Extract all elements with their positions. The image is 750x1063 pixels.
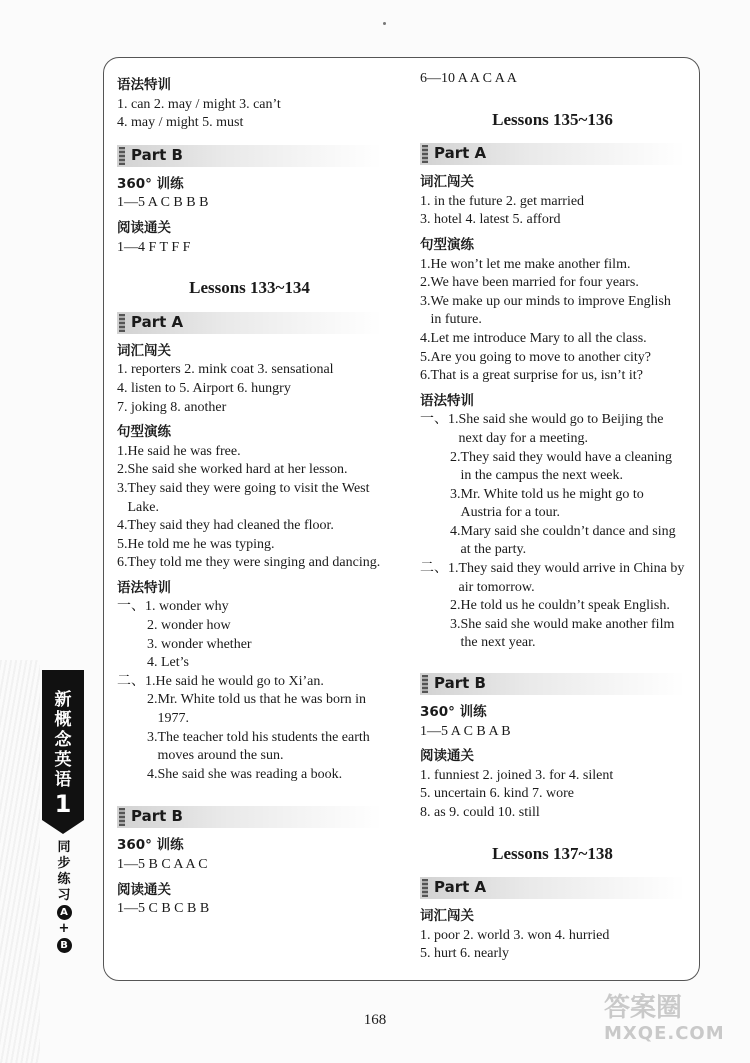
answer-line: 8. as 9. could 10. still (420, 805, 540, 820)
reading-heading: 阅读通关 (420, 748, 474, 765)
grammar-item: 二、 1. He said he would go to Xi’an. (117, 673, 324, 689)
left-column (117, 70, 382, 919)
grammar-item: 2. They said they would have a cleaning in the campus the next week. (450, 449, 672, 484)
answer-line: 4. listen to 5. Airport 6. hungry (117, 380, 291, 396)
answer-line: 3. hotel 4. latest 5. afford (420, 212, 561, 228)
answer-line: 1—5 A C B B B (117, 195, 209, 211)
answer-line: 7. joking 8. another (117, 399, 227, 415)
grammar-item: 2. He told us he couldn’t speak English. (450, 598, 670, 614)
sentence-item: 5. He told me he was typing. (117, 536, 275, 552)
right-column (420, 70, 685, 964)
page-number: 168 (363, 1012, 387, 1028)
part-a-header (117, 312, 382, 334)
grammar-item: 一、 1. She said she would go to Beijing the next day for a meeting. (420, 412, 664, 446)
part-label: Part B (434, 674, 486, 693)
part-a-header (420, 143, 685, 165)
vocab-heading: 词汇闯关 (117, 342, 171, 359)
grammar-item: 3. She said she would make another film the next year. (450, 616, 675, 651)
answer-line: 1. funniest 2. joined 3. for 4. silent (420, 767, 614, 783)
part-label: Part A (434, 144, 487, 163)
grammar-item: 3. wonder whether (147, 636, 252, 652)
drill-heading: 360° 训练 (420, 704, 487, 721)
sentence-item: 3. They said they were going to visit the West Lake. (117, 480, 370, 515)
answer-line: 5. hurt 6. nearly (420, 946, 510, 962)
badge-a-icon: A (57, 905, 72, 920)
sentence-item: 4. Let me introduce Mary to all the class. (420, 330, 647, 346)
reading-heading: 阅读通关 (117, 881, 171, 898)
part-label: Part A (434, 878, 487, 897)
sentence-item: 1. He won’t let me make another film. (420, 256, 631, 272)
part-b-header (117, 806, 382, 828)
grammar-heading: 语法特训 (420, 392, 474, 409)
grammar-item: 一、 1. wonder why (117, 599, 229, 615)
answer-line: 1—4 F T F F (117, 239, 191, 255)
answer-line: 4. may / might 5. must (117, 115, 244, 131)
answer-line: 1—5 A C B A B (420, 723, 511, 739)
scan-texture (0, 660, 40, 1063)
part-b-header (420, 673, 685, 695)
grammar-item: 4. Let’s (147, 655, 189, 671)
part-marker-icon (119, 147, 125, 165)
sentence-item: 2. We have been married for four years. (420, 275, 639, 291)
sentence-heading: 句型演练 (420, 236, 474, 253)
part-marker-icon (119, 808, 125, 826)
grammar-item: 2. Mr. White told us that he was born in 1977. (147, 692, 367, 727)
sentence-item: 3. We make up our minds to improve English in future. (420, 293, 671, 328)
down-arrow-icon (42, 820, 84, 834)
vocab-heading: 词汇闯关 (420, 174, 474, 191)
answer-line: 1—5 C B C B B (117, 901, 210, 917)
lesson-title: Lessons 135~136 (492, 109, 613, 129)
side-char: 概 (54, 710, 72, 730)
side-char: 语 (54, 770, 72, 790)
lesson-title: Lessons 137~138 (492, 843, 613, 863)
answer-line: 1. can 2. may / might 3. can’t (117, 96, 281, 112)
sentence-item: 2. She said she worked hard at her lesson. (117, 462, 348, 478)
grammar-heading: 语法特训 (117, 77, 171, 93)
part-marker-icon (119, 314, 125, 332)
part-marker-icon (422, 879, 428, 897)
grammar-heading: 语法特训 (117, 579, 171, 596)
sentence-item: 4. They said they had cleaned the floor. (117, 518, 334, 534)
sentence-item: 6. That is a great surprise for us, isn’t it? (420, 368, 643, 384)
drill-heading: 360° 训练 (117, 837, 184, 854)
answer-line: 1—5 B C A A C (117, 857, 208, 872)
side-char: 新 (54, 690, 72, 710)
answer-line: 5. uncertain 6. kind 7. wore (420, 786, 574, 802)
part-label: Part A (131, 312, 184, 331)
part-marker-icon (422, 145, 428, 163)
sentence-item: 5. Are you going to move to another city? (420, 349, 651, 365)
answer-line: 1. in the future 2. get married (420, 193, 585, 209)
volume-number: 1 (54, 790, 72, 818)
watermark-logo: 答案圈 MXQE.COM (604, 993, 725, 1044)
grammar-item: 2. wonder how (147, 618, 231, 634)
book-side-tab (42, 670, 84, 820)
grammar-item: 4. Mary said she couldn’t dance and sing at the party. (450, 523, 676, 558)
grammar-item: 4. She said she was reading a book. (147, 766, 343, 782)
grammar-item: 二、 1. They said they would arrive in China by air tomorrow. (420, 561, 685, 595)
part-a-header (420, 877, 685, 899)
grammar-item: 3. The teacher told his students the earth moves around the sun. (147, 729, 370, 764)
answer-line: 1. poor 2. world 3. won 4. hurried (420, 927, 610, 943)
part-b-header (117, 145, 382, 167)
badge-b-icon: B (57, 938, 72, 953)
answer-line: 1. reporters 2. mink coat 3. sensational (117, 362, 334, 378)
part-label: Part B (131, 145, 183, 164)
grammar-item: 3. Mr. White told us he might go to Austria for a tour. (450, 486, 644, 521)
answer-line: 6—10 A A C A A (420, 71, 517, 86)
vocab-heading: 词汇闯关 (420, 908, 474, 925)
side-char: 英 (54, 750, 72, 770)
side-char: 念 (54, 730, 72, 750)
part-marker-icon (422, 675, 428, 693)
sentence-heading: 句型演练 (117, 424, 171, 441)
sentence-item: 6. They told me they were singing and dancing. (117, 555, 381, 571)
part-label: Part B (131, 807, 183, 826)
reading-heading: 阅读通关 (117, 219, 171, 236)
scan-dot (383, 22, 386, 25)
book-side-subtitle: 同 步 练 习 A + B (57, 840, 71, 951)
sentence-item: 1. He said he was free. (117, 443, 241, 459)
drill-heading: 360° 训练 (117, 175, 184, 192)
lesson-title: Lessons 133~134 (189, 278, 310, 298)
